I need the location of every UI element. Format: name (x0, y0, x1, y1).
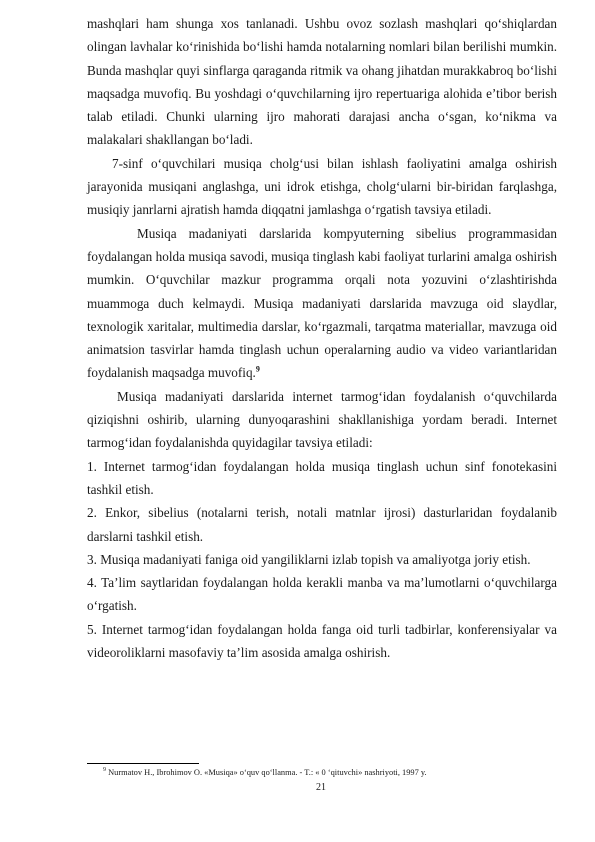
footnote-reference: 9 (255, 365, 260, 375)
list-item-1: 1. Internet tarmog‘idan foydalangan holda musiqa tinglash uchun sinf fonotekasini tashkil etish. (87, 458, 557, 497)
footnote-divider (87, 763, 199, 764)
paragraph-continuation: mashqlari ham shunga xos tanlanadi. Ushbu ovoz sozlash mashqlari qo‘shiqlardan olingan lavhalar ko‘rinishida bo‘lishi hamda notalarning nomlari bilan berilishi mumkin. Bunda mashqlar quyi sinflarga qaraganda ritmik va ohang jihatdan murakkabroq bo‘lishi maqsadga muvofiq. Bu yoshdagi o‘quvchilarning ijro repertuariga alohida e’tibor berish talab etiladi. Chunki ularning ijro mahorati darajasi ancha o‘sgan, ko‘nikma va malakalari shakllangan bo‘ladi. (87, 16, 557, 148)
list-item-2: 2. Enkor, sibelius (notalarni terish, notali matnlar ijrosi) dasturlaridan foydalanib darslarni tashkil etish. (87, 505, 557, 544)
paragraph-sibelius (87, 222, 557, 385)
list-item-4: 4. Ta’lim saytlaridan foydalangan holda kerakli manba va ma’lumotlarni o‘quvchilarga o‘rgatish. (87, 575, 557, 614)
paragraph-sibelius-text: Musiqa madaniyati darslarida kompyuterning sibelius programmasidan foydalangan holda musiqa savodi, musiqa tinglash kabi faoliyat turlarini amalga oshirish mumkin. O‘quvchilar mazkur programma orqali nota yozuvini o‘zlashtirishda muammoga duch kelmaydi. Musiqa madaniyati darslarida mavzuga oid slaydlar, texnologik xaritalar, multimedia darslar, ko‘rgazmali, tarqatma materiallar, mavzuga oid animatsion tasvirlar hamda tinglash uchun operalarning audio va video variantlaridan foydalanish maqsadga muvofiq. (87, 225, 557, 381)
footnote-number: 9 (103, 767, 106, 774)
paragraph-internet: Musiqa madaniyati darslarida internet tarmog‘idan foydalanish o‘quvchilarda qiziqishni oshirib, ularning dunyoqarashini shakllanishiga yordam beradi. Internet tarmog‘idan foydalanishda quyidagilar tavsiya etiladi: (87, 388, 557, 451)
page-number: 21 (316, 782, 326, 793)
list-item-3: 3. Musiqa madaniyati faniga oid yangiliklarni izlab topish va amaliyotga joriy etish. (87, 551, 531, 567)
paragraph-7th-grade: 7-sinf o‘quvchilari musiqa cholg‘usi bilan ishlash faoliyatini amalga oshirish jarayonida musiqani anglashga, uni idrok etishga, cholg‘ularni bir-biridan farqlashga, musiqiy janrlarni ajratish hamda diqqatni jamlashga o‘rgatish tavsiya etiladi. (87, 155, 557, 218)
page-body (87, 12, 557, 664)
footnote (103, 767, 563, 778)
footnote-text: Nurmatov H., Ibrohimov O. «Musiqa» o‘quv qo‘llanma. - T.: « 0 ‘qituvchi» nashriyoti, 1997 y. (108, 768, 427, 777)
list-item-5: 5. Internet tarmog‘idan foydalangan holda fanga oid turli tadbirlar, konferensiyalar va videoroliklarni masofaviy ta’lim asosida amalga oshirish. (87, 621, 557, 661)
